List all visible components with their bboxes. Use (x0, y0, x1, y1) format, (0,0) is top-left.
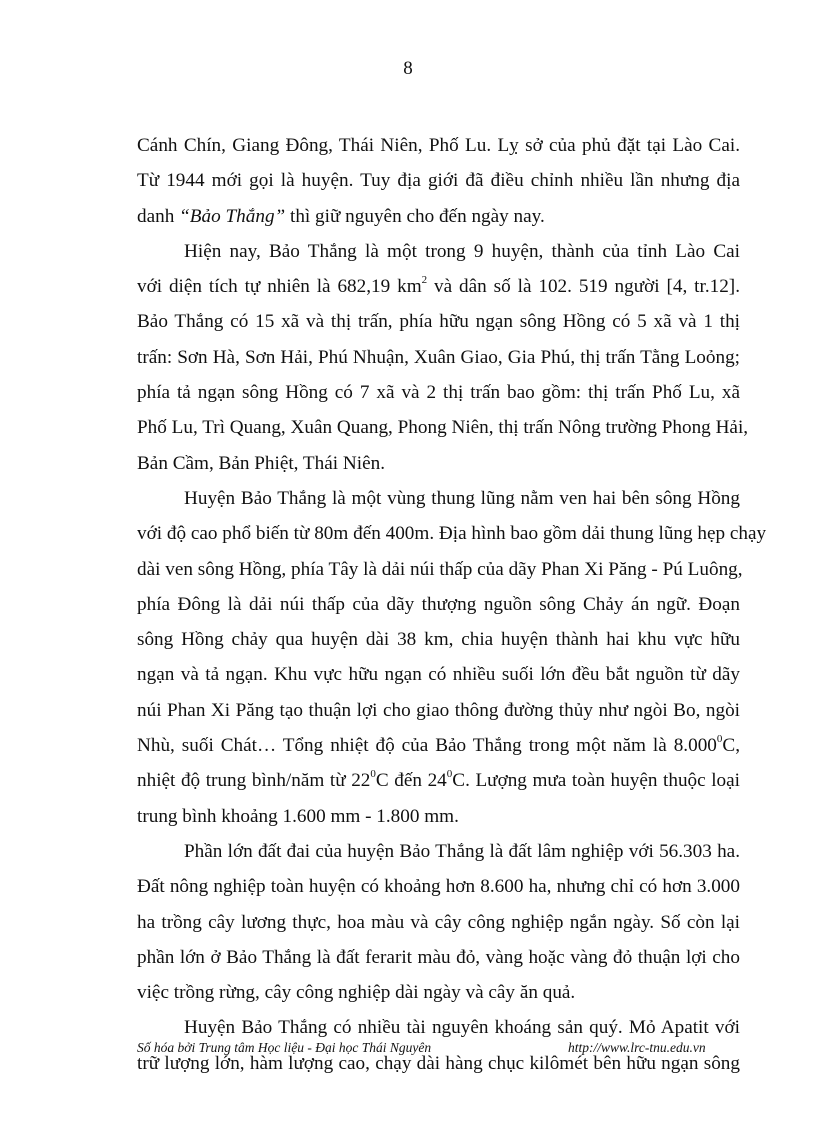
text-line (137, 269, 740, 304)
text-line: Bảo Thắng có 15 xã và thị trấn, phía hữu ngạn sông Hồng có 5 xã và 1 thị (137, 311, 740, 333)
body-text (137, 128, 767, 1081)
text-line: ngạn và tả ngạn. Khu vực hữu ngạn có nhiều suối lớn đều bắt nguồn từ dãy (137, 664, 740, 686)
text-line: Đất nông nghiệp toàn huyện có khoảng hơn 8.600 ha, nhưng chỉ có hơn 3.000 (137, 876, 740, 898)
footer-source: Số hóa bởi Trung tâm Học liệu - Đại học Thái Nguyên (137, 1040, 432, 1055)
text-segment: với diện tích tự nhiên là 682,19 km (137, 276, 422, 298)
text-line: phía tả ngạn sông Hồng có 7 xã và 2 thị trấn bao gồm: thị trấn Phố Lu, xã (137, 382, 740, 404)
superscript: 0 (446, 768, 453, 781)
paragraph-start-line: Huyện Bảo Thắng có nhiều tài nguyên khoáng sản quý. Mỏ Apatit với (184, 1017, 740, 1039)
text-line: với độ cao phổ biến từ 80m đến 400m. Địa hình bao gồm dải thung lũng hẹp chạy (137, 523, 767, 545)
text-line: trấn: Sơn Hà, Sơn Hải, Phú Nhuận, Xuân Giao, Gia Phú, thị trấn Tằng Loỏng; (137, 346, 740, 368)
superscript: 2 (421, 274, 428, 287)
text-line (137, 199, 740, 234)
text-line: phần lớn ở Bảo Thắng là đất ferarit màu đỏ, vàng hoặc vàng đỏ thuận lợi cho (137, 946, 740, 968)
text-segment: Nhù, suối Chát… Tổng nhiệt độ của Bảo Thắng trong một năm là 8.000 (137, 735, 717, 757)
paragraph-start-line: Hiện nay, Bảo Thắng là một trong 9 huyện, thành của tỉnh Lào Cai (184, 240, 740, 262)
place-name-quote: “Bảo Thắng” (179, 205, 286, 227)
text-line: Phố Lu, Trì Quang, Xuân Quang, Phong Niên, thị trấn Nông trường Phong Hải, (137, 417, 749, 439)
paragraph-start-line: Huyện Bảo Thắng là một vùng thung lũng nằm ven hai bên sông Hồng (184, 487, 740, 509)
text-line: sông Hồng chảy qua huyện dài 38 km, chia huyện thành hai khu vực hữu (137, 629, 740, 651)
text-line: việc trồng rừng, cây công nghiệp dài ngày và cây ăn quả. (137, 982, 576, 1004)
text-line: dài ven sông Hồng, phía Tây là dải núi thấp của dãy Phan Xi Păng - Pú Luông, (137, 558, 743, 580)
text-line (137, 728, 740, 763)
superscript: 0 (716, 733, 723, 746)
text-line: núi Phan Xi Păng tạo thuận lợi cho giao thông đường thủy như ngòi Bo, ngòi (137, 699, 740, 721)
text-segment: C đến 24 (375, 770, 447, 792)
text-line: trữ lượng lớn, hàm lượng cao, chạy dài hàng chục kilômét bên hữu ngạn sông (137, 1052, 740, 1074)
text-line: Từ 1944 mới gọi là huyện. Tuy địa giới đã điều chỉnh nhiều lần nhưng địa (137, 170, 740, 192)
text-line: trung bình khoảng 1.600 mm - 1.800 mm. (137, 805, 459, 827)
text-segment: nhiệt độ trung bình/năm từ 22 (137, 770, 371, 792)
text-segment: danh (137, 205, 180, 227)
text-line (137, 763, 740, 798)
superscript: 0 (370, 768, 376, 781)
text-line: Bản Cầm, Bản Phiệt, Thái Niên. (137, 452, 385, 474)
footer-url: http://www.lrc-tnu.edu.vn (568, 1040, 706, 1055)
paragraph-start-line: Phần lớn đất đai của huyện Bảo Thắng là đất lâm nghiệp với 56.303 ha. (184, 840, 740, 862)
text-segment: thì giữ nguyên cho đến ngày nay. (285, 205, 545, 227)
text-line: phía Đông là dải núi thấp của dãy thượng nguồn sông Chảy án ngữ. Đoạn (137, 593, 740, 615)
text-segment: C, (722, 735, 740, 757)
text-line: ha trồng cây lương thực, hoa màu và cây công nghiệp ngắn ngày. Số còn lại (137, 911, 740, 933)
text-segment: C. Lượng mưa toàn huyện thuộc loại (452, 770, 741, 792)
page-number: 8 (403, 58, 413, 79)
text-segment: và dân số là 102. 519 người [4, tr.12]. (427, 276, 740, 298)
text-line: Cánh Chín, Giang Đông, Thái Niên, Phố Lu. Lỵ sở của phủ đặt tại Lào Cai. (137, 135, 740, 156)
